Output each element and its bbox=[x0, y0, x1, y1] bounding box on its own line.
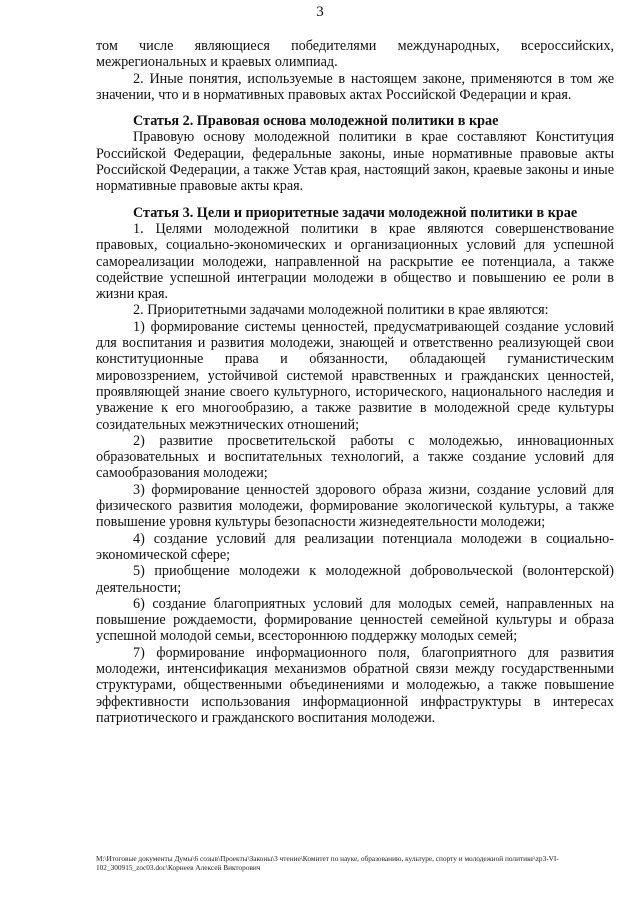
paragraph: 2. Приоритетными задачами молодежной политики в крае являются: bbox=[133, 302, 549, 319]
file-path-footer: M:\Итоговые документы Думы\6 созыв\Проекты\Законы\3 чтение\Комитет по науке, образованию, культуре, спорту и молодежной политике\zp3-VI-102_300915_zoc03.doc\Корнеев Алексей Викторович bbox=[96, 854, 559, 872]
paragraph: 7) формирование информационного поля, благоприятного для развития молодежи, интенсификация механизмов обратной связи между государственными структурами, общественными объединениями и молодежью, а также повышение эффективности использования информационной инфраструктуры в интересах патриотического и гражданского воспитания молодежи. bbox=[96, 644, 614, 726]
paragraph: 5) приобщение молодежи к молодежной добровольческой (волонтерской) деятельности; bbox=[96, 563, 614, 596]
paragraph: 2) развитие просветительской работы с молодежью, инновационных образовательных и воспитательных технологий, а также создание условий для самообразования молодежи; bbox=[96, 432, 614, 482]
paragraph: 1) формирование системы ценностей, предусматривающей создание условий для воспитания и развития молодежи, знающей и ответственно реализующей свои конституционные права и обязанности, обладающей гуманистическим мировоззрением, устойчивой системой нравственных и гражданских ценностей, проявляющей знание своего культурного, исторического, национального наследия и уважение к его многообразию, а также развитие в молодежной среде культуры созидательных межэтнических отношений; bbox=[96, 318, 614, 433]
paragraph: 3) формирование ценностей здорового образа жизни, создание условий для физического развития молодежи, формирование экологической культуры, а также повышение уровня культуры безопасности жизнедеятельности молодежи; bbox=[96, 481, 614, 531]
article-heading: Статья 2. Правовая основа молодежной политики в крае bbox=[133, 113, 499, 130]
page-number: 3 bbox=[316, 4, 324, 20]
paragraph: 2. Иные понятия, используемые в настоящем законе, применяются в том же значении, что и в нормативных правовых актах Российской Федерации и края. bbox=[96, 70, 614, 103]
article-heading: Статья 3. Цели и приоритетные задачи молодежной политики в крае bbox=[133, 204, 578, 221]
paragraph: 1. Целями молодежной политики в крае являются совершенствование правовых, социально-экономических и организационных условий для успешной самореализации молодежи, направленной на раскрытие ее потенциала, а также содействие успешной интеграции молодежи в общество и повышению ее роли в жизни края. bbox=[96, 220, 614, 303]
paragraph: 4) создание условий для реализации потенциала молодежи в социально-экономической сфере; bbox=[96, 530, 614, 563]
paragraph: 6) создание благоприятных условий для молодых семей, направленных на повышение рождаемости, формирование ценностей семейной культуры и образа успешной молодой семьи, всестороннюю поддержку молодых семей; bbox=[96, 595, 614, 645]
paragraph: Правовую основу молодежной политики в крае составляют Конституция Российской Федерации, федеральные законы, иные нормативные правовые акты Российской Федерации, а также Устав края, настоящий закон, краевые законы и иные нормативные правовые акты края. bbox=[96, 129, 614, 195]
document-body bbox=[96, 38, 614, 726]
paragraph: том числе являющиеся победителями международных, всероссийских, межрегиональных и краевых олимпиад. bbox=[96, 38, 614, 71]
